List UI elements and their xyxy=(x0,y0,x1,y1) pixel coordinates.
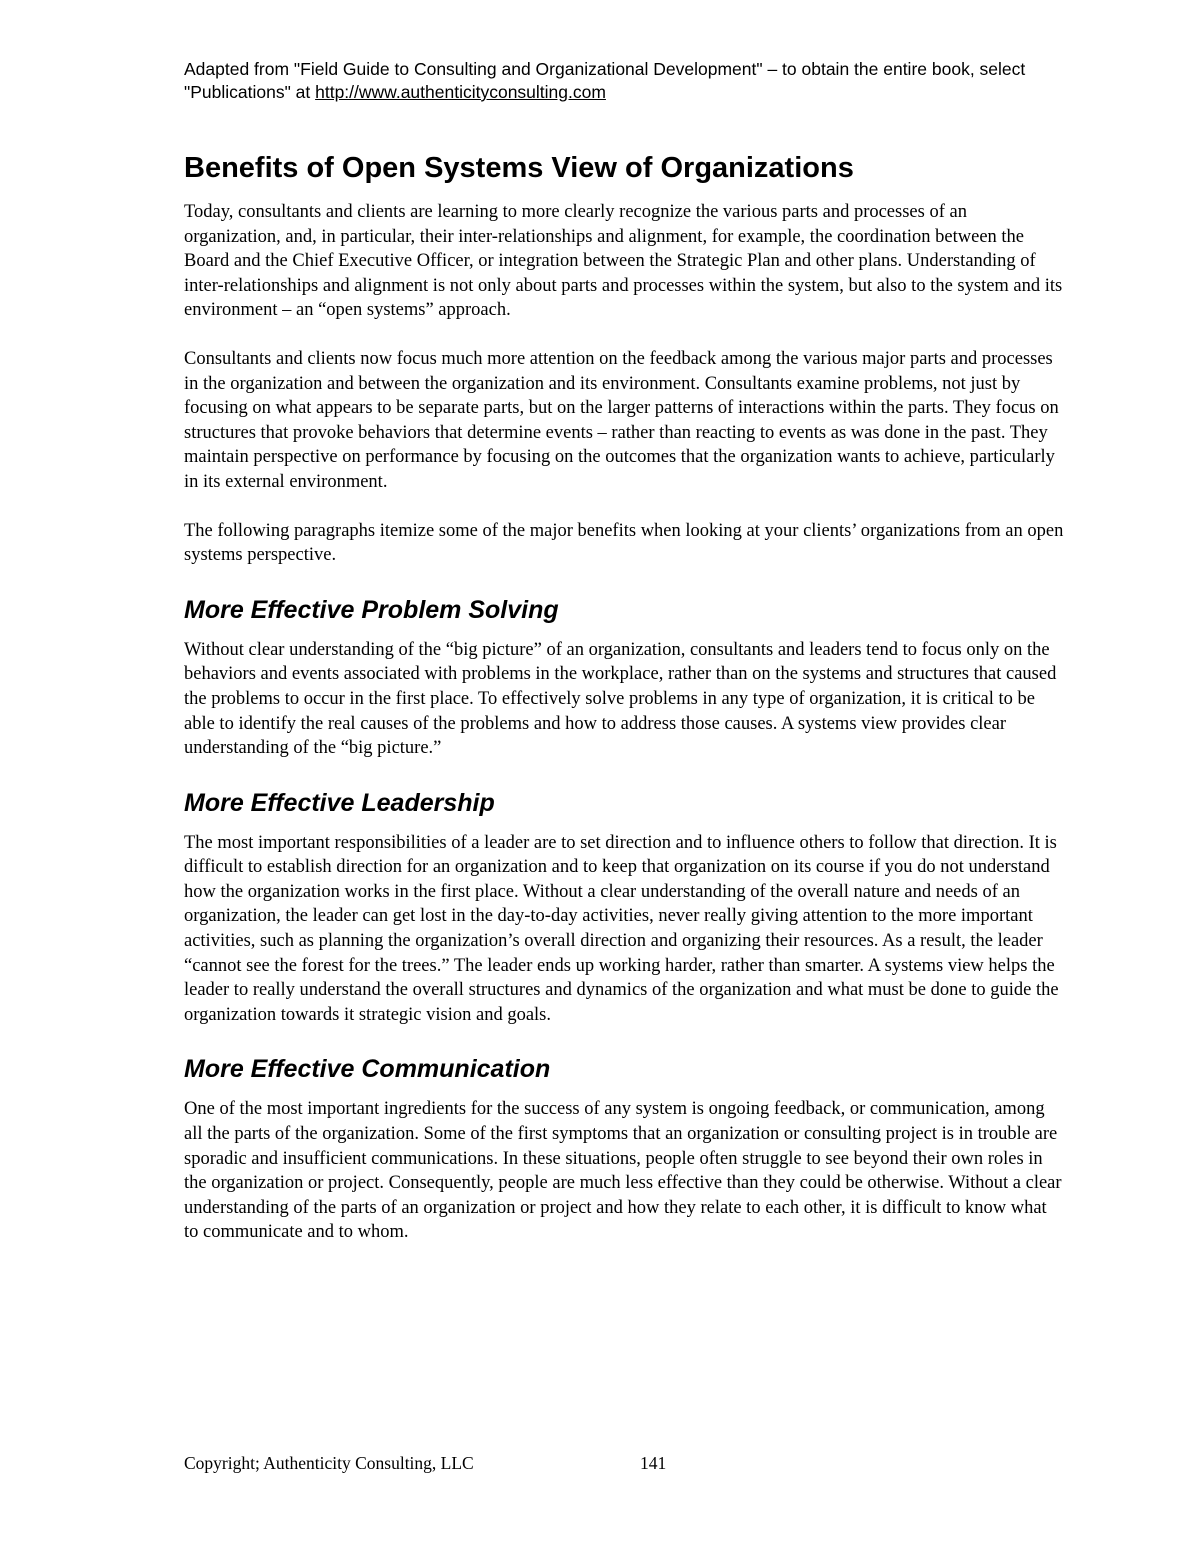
source-note xyxy=(184,58,1064,104)
intro-paragraph-1: Today, consultants and clients are learning to more clearly recognize the various parts and processes of an organization, and, in particular, their inter-relationships and alignment, for example, the coordination between the Board and the Chief Executive Officer, or integration between the Strategic Plan and other plans. Understanding of inter-relationships and alignment is not only about parts and processes within the system, but also to the system and its environment – an “open systems” approach. xyxy=(184,202,1063,321)
section-body-communication: One of the most important ingredients for the success of any system is ongoing feedback, or communication, among all the parts of the organization. Some of the first symptoms that an organization or consulting project is in trouble are sporadic and insufficient communications. In these situations, people often struggle to see beyond their own roles in the organization or project. Consequently, people are much less effective than they could be otherwise. Without a clear understanding of the parts of an organization or project and how they relate to each other, it is difficult to know what to communicate and to whom. xyxy=(184,1099,1062,1243)
section-body-problem-solving: Without clear understanding of the “big picture” of an organization, consultants and leaders tend to focus only on the behaviors and events associated with problems in the workplace, rather than on the systems and structures that caused the problems to occur in the first place. To effectively solve problems in any type of organization, it is critical to be able to identify the real causes of the problems and how to address those causes. A systems view provides clear understanding of the “big picture.” xyxy=(184,639,1057,759)
page-title: Benefits of Open Systems View of Organizations xyxy=(184,152,854,184)
intro-paragraph-2: Consultants and clients now focus much more attention on the feedback among the various major parts and processes in the organization and between the organization and its environment. Consultants examine problems, not just by focusing on what appears to be separate parts, but on the larger patterns of interactions within the parts. They focus on structures that provoke behaviors that determine events – rather than reacting to events as was done in the past. They maintain perspective on performance by focusing on the outcomes that the organization wants to achieve, particularly in its external environment. xyxy=(184,348,1059,492)
section-body-leadership: The most important responsibilities of a leader are to set direction and to influence others to follow that direction. It is difficult to establish direction for an organization and to keep that organization on its course if you do not understand how the organization works in the first place. Without a clear understanding of the overall nature and needs of an organization, the leader can get lost in the day-to-day activities, never really giving attention to the more important activities, such as planning the organization’s overall direction and organizing their resources. As a result, the leader “cannot see the forest for the trees.” The leader ends up working harder, rather than smarter. A systems view helps the leader to really understand the overall structures and dynamics of the organization and what must be done to guide the organization towards it strategic vision and goals. xyxy=(184,832,1059,1025)
main-content xyxy=(184,150,1064,1269)
section-heading-problem-solving: More Effective Problem Solving xyxy=(184,595,559,624)
intro-paragraph-3: The following paragraphs itemize some of the major benefits when looking at your clients’ organizations from an open systems perspective. xyxy=(184,520,1064,566)
section-heading-communication: More Effective Communication xyxy=(184,1055,551,1084)
section-heading-leadership: More Effective Leadership xyxy=(184,788,495,817)
page-number: 141 xyxy=(640,1453,667,1473)
publications-link[interactable]: http://www.authenticityconsulting.com xyxy=(315,82,606,102)
source-note-text: Adapted from "Field Guide to Consulting and Organizational Development" – to obtain the entire book, select "Publications" at xyxy=(184,59,1026,102)
copyright-notice: Copyright; Authenticity Consulting, LLC xyxy=(184,1453,474,1473)
